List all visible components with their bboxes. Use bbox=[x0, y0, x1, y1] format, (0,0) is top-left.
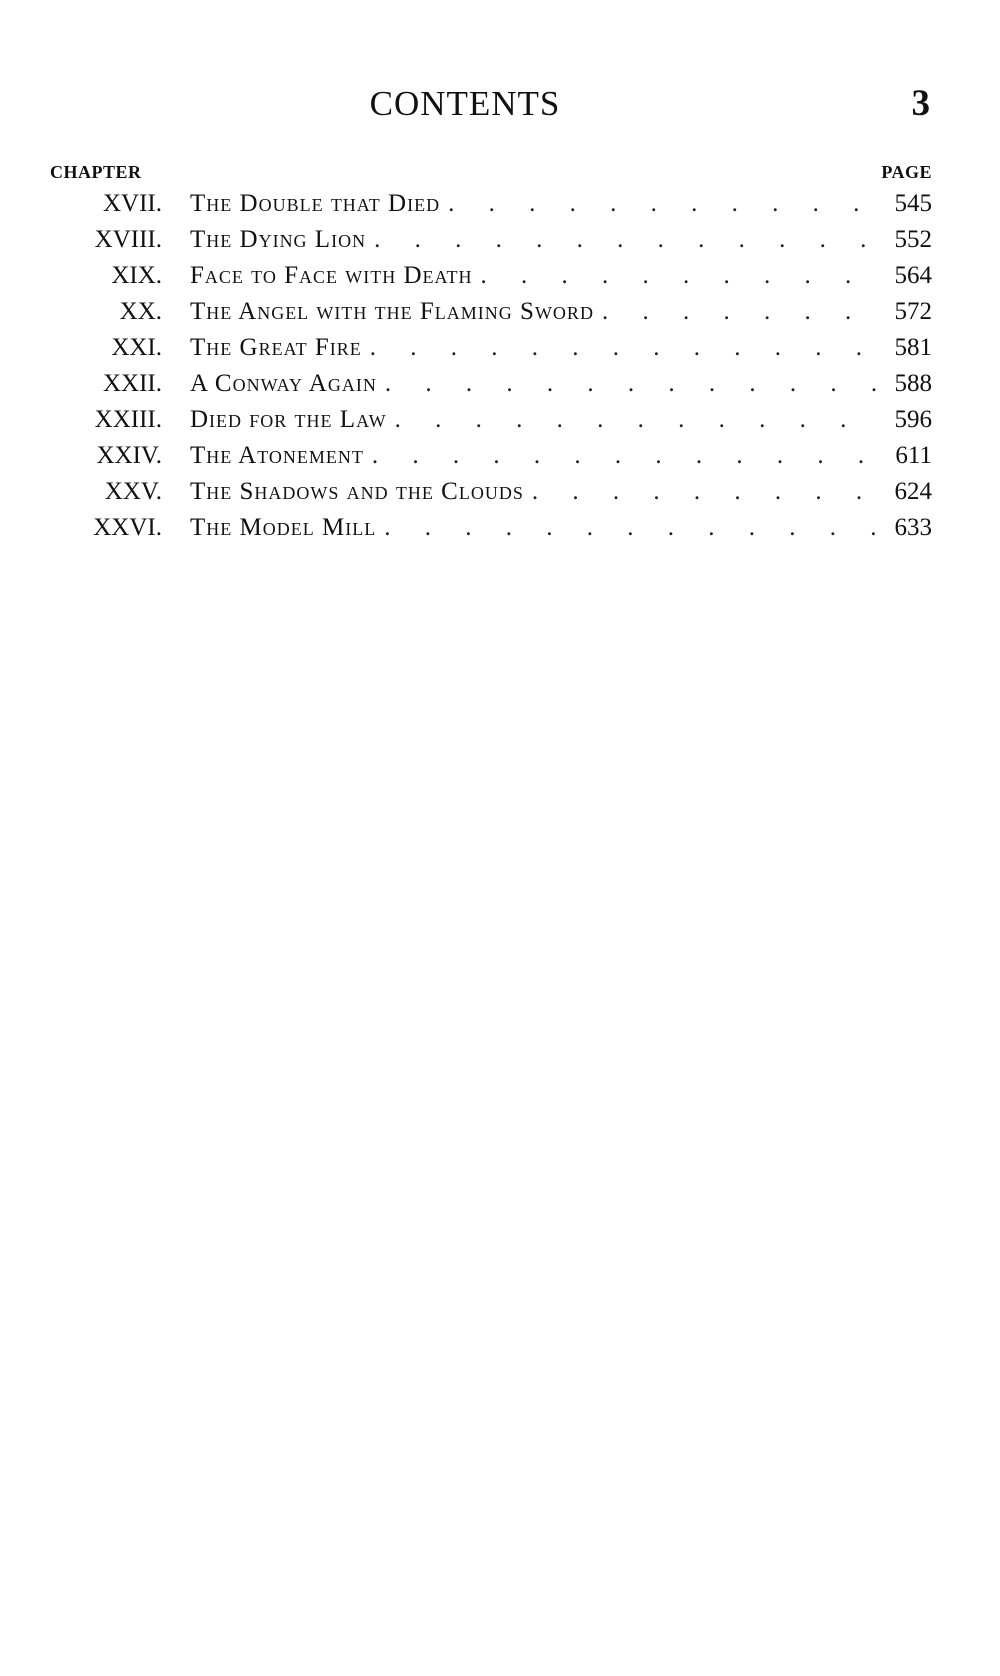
toc-entry bbox=[0, 294, 1000, 330]
page-number: 3 bbox=[911, 83, 930, 124]
page-ref: 596 bbox=[894, 406, 932, 433]
page-ref: 552 bbox=[894, 226, 932, 253]
page-title: CONTENTS bbox=[369, 84, 561, 123]
page-ref: 581 bbox=[894, 334, 932, 361]
dot-leader bbox=[384, 510, 878, 546]
chapter-number: XXIII. bbox=[94, 406, 162, 433]
toc-entry bbox=[0, 366, 1000, 402]
toc-entry bbox=[0, 438, 1000, 474]
page-ref: 572 bbox=[894, 298, 932, 325]
chapter-title: The Shadows and the Clouds bbox=[190, 478, 524, 505]
page-ref: 545 bbox=[894, 190, 932, 217]
dot-leader bbox=[385, 366, 878, 402]
toc-entry bbox=[0, 330, 1000, 366]
chapter-number: XXIV. bbox=[96, 442, 162, 469]
table-of-contents bbox=[0, 186, 1000, 546]
page-ref: 611 bbox=[895, 442, 932, 469]
dot-leader bbox=[448, 186, 878, 222]
chapter-column-heading: CHAPTER bbox=[50, 162, 142, 182]
chapter-title: The Dying Lion bbox=[190, 226, 367, 253]
page-ref: 564 bbox=[894, 262, 932, 289]
chapter-title: The Great Fire bbox=[190, 334, 362, 361]
chapter-number: XXV. bbox=[104, 478, 162, 505]
page-column-heading: PAGE bbox=[881, 162, 932, 182]
toc-entry bbox=[0, 402, 1000, 438]
chapter-title: Face to Face with Death bbox=[190, 262, 473, 289]
chapter-title: The Model Mill bbox=[190, 514, 377, 541]
dot-leader bbox=[372, 438, 878, 474]
chapter-title: The Atonement bbox=[190, 442, 364, 469]
dot-leader bbox=[374, 222, 878, 258]
page-ref: 624 bbox=[894, 478, 932, 505]
dot-leader bbox=[602, 294, 878, 330]
page-ref: 633 bbox=[894, 514, 932, 541]
chapter-number: XX. bbox=[119, 298, 162, 325]
chapter-title: Died for the Law bbox=[190, 406, 387, 433]
page-ref: 588 bbox=[894, 370, 932, 397]
chapter-number: XXI. bbox=[111, 334, 162, 361]
dot-leader bbox=[532, 474, 878, 510]
toc-entry bbox=[0, 222, 1000, 258]
chapter-number: XXVI. bbox=[93, 514, 162, 541]
chapter-number: XVII. bbox=[102, 190, 162, 217]
chapter-number: XIX. bbox=[111, 262, 162, 289]
toc-entry bbox=[0, 510, 1000, 546]
dot-leader bbox=[395, 402, 878, 438]
chapter-title: The Double that Died bbox=[190, 190, 441, 217]
toc-entry bbox=[0, 258, 1000, 294]
dot-leader bbox=[481, 258, 878, 294]
toc-entry bbox=[0, 474, 1000, 510]
chapter-number: XXII. bbox=[102, 370, 162, 397]
toc-entry bbox=[0, 186, 1000, 222]
dot-leader bbox=[370, 330, 878, 366]
chapter-title: A Conway Again bbox=[190, 370, 377, 397]
chapter-title: The Angel with the Flaming Sword bbox=[190, 298, 594, 325]
chapter-number: XVIII. bbox=[94, 226, 162, 253]
